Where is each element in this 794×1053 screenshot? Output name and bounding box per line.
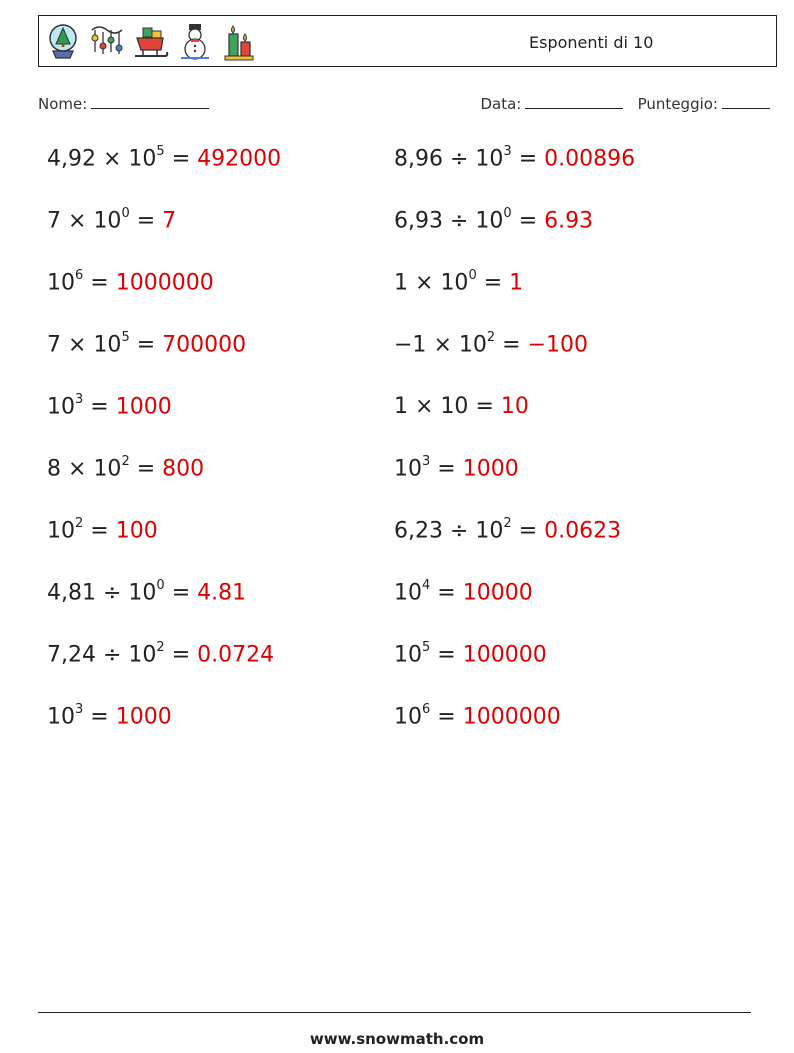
base: 10: [47, 518, 75, 544]
coefficient: 7: [47, 208, 61, 234]
exponent: 3: [75, 392, 84, 407]
answer: 1000: [115, 704, 172, 730]
base: 10: [47, 394, 75, 420]
date-label: Data:: [480, 95, 522, 113]
operator: ÷: [449, 146, 469, 172]
answer: 4.81: [197, 580, 247, 606]
snow-globe-icon: [45, 22, 81, 62]
problem-item: [394, 642, 547, 667]
exponent: 2: [156, 640, 165, 655]
base: 10: [394, 456, 422, 482]
answer: 7: [162, 208, 177, 234]
problem-item: [394, 456, 519, 481]
problem-item: [394, 270, 523, 295]
exponent: 2: [503, 516, 512, 531]
problem-item: [47, 456, 204, 481]
exponent: 2: [121, 454, 130, 469]
answer: 1: [509, 270, 524, 296]
exponent: 0: [156, 578, 165, 593]
worksheet-title: Esponenti di 10: [529, 33, 654, 52]
date-blank[interactable]: [525, 94, 623, 109]
equals-sign: =: [90, 518, 109, 544]
equals-sign: =: [437, 580, 456, 606]
exponent: 0: [121, 206, 130, 221]
name-field: [38, 94, 209, 113]
base: 10: [128, 146, 157, 172]
operator: ×: [102, 146, 122, 172]
answer: 6.93: [544, 208, 594, 234]
coefficient: 4,81: [47, 580, 96, 606]
date-score-fields: [480, 94, 770, 113]
equals-sign: =: [518, 146, 538, 172]
equals-sign: =: [171, 580, 191, 606]
problem-item: [47, 332, 246, 357]
equals-sign: =: [437, 456, 456, 482]
equals-sign: =: [171, 642, 191, 668]
equals-sign: =: [502, 332, 521, 358]
answer: 10: [500, 394, 529, 419]
problem-item: [394, 704, 561, 729]
equals-sign: =: [90, 704, 109, 730]
answer: 100000: [462, 642, 547, 668]
header-box: [38, 15, 777, 67]
base: 10: [93, 456, 122, 482]
exponent: 3: [75, 702, 84, 717]
candles-icon: [221, 22, 257, 62]
answer: −100: [527, 332, 589, 358]
operator: ×: [415, 270, 434, 296]
equals-sign: =: [475, 394, 494, 419]
base: 10: [475, 518, 504, 544]
problem-item: [394, 518, 621, 543]
coefficient: 4,92: [47, 146, 96, 172]
name-blank[interactable]: [91, 94, 209, 109]
exponent: 2: [486, 330, 496, 345]
problem-item: [394, 208, 593, 233]
christmas-lights-icon: [89, 22, 125, 62]
answer: 700000: [162, 332, 247, 358]
problem-item: [47, 394, 172, 419]
answer: 1000: [115, 394, 172, 420]
problem-item: [47, 704, 172, 729]
equals-sign: =: [136, 208, 156, 234]
base: 10: [394, 704, 422, 730]
problem-item: [47, 518, 158, 543]
operator: ÷: [449, 208, 469, 234]
problem-item: [394, 146, 635, 171]
coefficient: 6,93: [394, 208, 443, 234]
base: 10: [475, 208, 504, 234]
operator: ×: [68, 208, 87, 234]
base: 10: [47, 270, 75, 296]
exponent: 0: [503, 206, 512, 221]
footer-website: www.snowmath.com: [309, 1030, 485, 1048]
coefficient: 7,24: [47, 642, 96, 668]
base: 10: [458, 332, 487, 358]
base: 10: [128, 580, 157, 606]
problem-item: [394, 580, 533, 605]
problem-item: [394, 394, 529, 419]
equals-sign: =: [136, 456, 156, 482]
problem-item: [47, 146, 281, 171]
answer: 492000: [197, 146, 282, 172]
answer: 0.0724: [197, 642, 275, 668]
base: 10: [475, 146, 504, 172]
equals-sign: =: [90, 394, 109, 420]
answer: 10000: [462, 580, 533, 606]
equals-sign: =: [171, 146, 191, 172]
base: 10: [394, 642, 422, 668]
coefficient: 6,23: [394, 518, 443, 544]
problem-item: [47, 642, 274, 667]
equals-sign: =: [483, 270, 503, 296]
header-icons: [45, 21, 257, 63]
operator: ×: [433, 332, 452, 358]
base: 10: [394, 580, 422, 606]
answer: 1000: [462, 456, 519, 482]
answer: 800: [162, 456, 205, 482]
equals-sign: =: [518, 208, 538, 234]
coefficient: 1: [394, 270, 408, 296]
base: 10: [93, 332, 122, 358]
operator: ÷: [449, 518, 469, 544]
equals-sign: =: [90, 270, 109, 296]
answer: 0.0623: [544, 518, 622, 544]
footer-divider: [38, 1012, 751, 1013]
exponent: 2: [75, 516, 84, 531]
coefficient: 8,96: [394, 146, 443, 172]
exponent: 3: [422, 454, 431, 469]
coefficient: 1: [394, 394, 408, 419]
coefficient: 7: [47, 332, 61, 358]
score-label: Punteggio:: [637, 95, 718, 113]
exponent: 5: [121, 330, 130, 345]
answer: 1000000: [115, 270, 214, 296]
operator: ×: [68, 456, 87, 482]
coefficient: 8: [47, 456, 61, 482]
coefficient: −1: [394, 332, 427, 358]
problem-item: [47, 580, 246, 605]
exponent: 5: [422, 640, 431, 655]
score-blank[interactable]: [722, 94, 770, 109]
name-label: Nome:: [38, 95, 88, 113]
operator: ×: [68, 332, 87, 358]
base: 10: [47, 704, 75, 730]
problem-item: [47, 208, 176, 233]
answer: 1000000: [462, 704, 561, 730]
exponent: 0: [468, 268, 477, 283]
equals-sign: =: [437, 704, 456, 730]
operator: ÷: [102, 642, 122, 668]
equals-sign: =: [518, 518, 538, 544]
equals-sign: =: [437, 642, 456, 668]
equals-sign: =: [136, 332, 156, 358]
answer: 100: [115, 518, 158, 544]
exponent: 5: [156, 144, 165, 159]
problem-item: [47, 270, 214, 295]
base: 10: [440, 394, 469, 419]
problem-item: [394, 332, 588, 357]
operator: ÷: [102, 580, 122, 606]
snowman-icon: [177, 22, 213, 62]
base: 10: [128, 642, 157, 668]
base: 10: [440, 270, 469, 296]
base: 10: [93, 208, 122, 234]
exponent: 6: [75, 268, 84, 283]
exponent: 3: [503, 144, 512, 159]
operator: ×: [415, 394, 434, 419]
exponent: 4: [422, 578, 431, 593]
exponent: 6: [422, 702, 431, 717]
sleigh-icon: [133, 22, 169, 62]
answer: 0.00896: [544, 146, 636, 172]
